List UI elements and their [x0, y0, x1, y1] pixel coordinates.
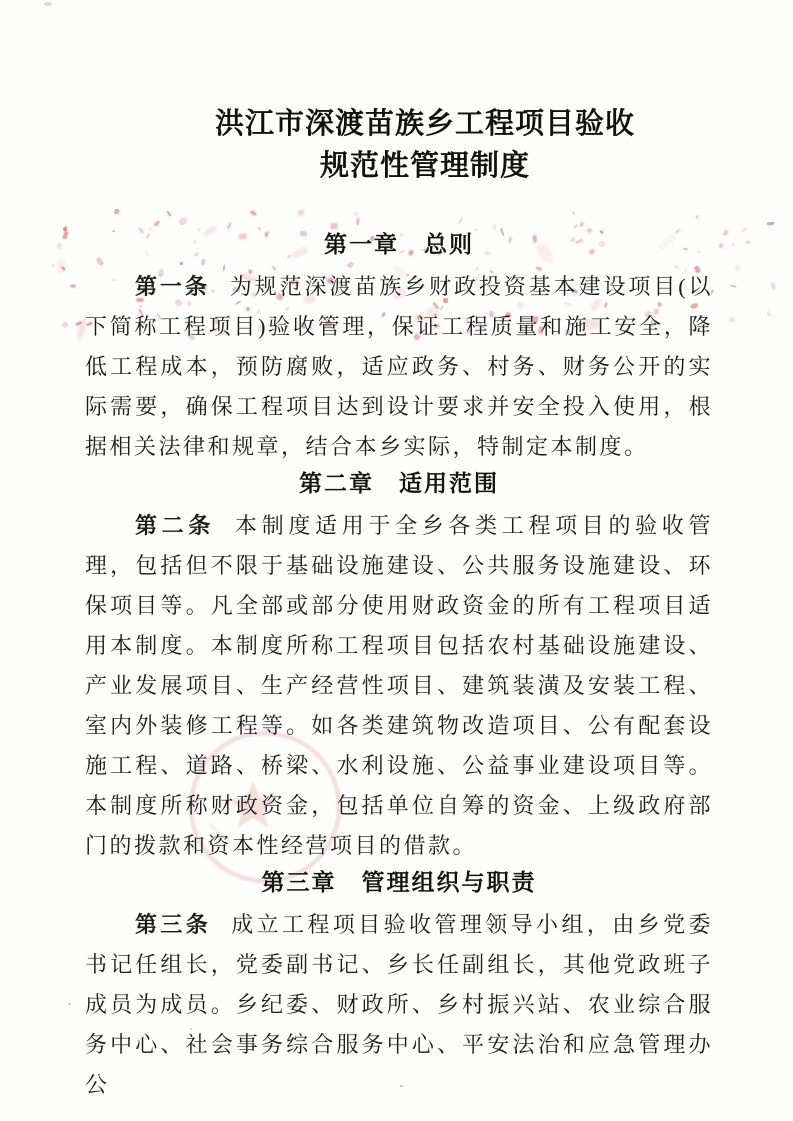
article-1-paragraph [85, 267, 713, 467]
article-3-label: 第三条 [135, 912, 212, 937]
chapter-2-heading: 第二章 适用范围 [299, 471, 499, 496]
document-body [85, 0, 713, 1105]
article-1-label: 第一条 [135, 274, 210, 299]
document-title [85, 0, 713, 187]
article-3-text: 成立工程项目验收管理领导小组，由乡党委书记任组长，党委副书记、乡长任副组长，其他党政班子成员为成员。乡纪委、财政所、乡村振兴站、农业综合服务中心、社会事务综合服务中心、平安法治和应急管理办公 [85, 912, 713, 1097]
scan-corner-artifact [44, 2, 52, 6]
scan-speck-artifact [68, 1003, 71, 1005]
document-title-line2: 规范性管理制度 [319, 150, 530, 182]
article-2-text: 本制度适用于全乡各类工程项目的验收管理，包括但不限于基础设施建设、公共服务设施建设、环保项目等。凡全部或部分使用财政资金的所有工程项目适用本制度。本制度所称工程项目包括农村基础设施建设、产业发展项目、生产经营性项目、建筑装潢及安装工程、室内外装修工程等。如各类建筑物改造项目、公有配套设施工程、道路、桥梁、水利设施、公益事业建设项目等。本制度所称财政资金，包括单位自筹的资金、上级政府部门的拨款和资本性经营项目的借款。 [85, 513, 713, 858]
article-1-text: 为规范深渡苗族乡财政投资基本建设项目(以下简称工程项目)验收管理，保证工程质量和施工安全，降低工程成本，预防腐败，适应政务、村务、财务公开的实际需要，确保工程项目达到设计要求并安全投入使用，根据相关法律和规章，结合本乡实际，特制定本制度。 [85, 274, 713, 459]
document-title-line1: 洪江市深渡苗族乡工程项目验收 [214, 108, 635, 140]
chapter-3-heading: 第三章 管理组织与职责 [261, 870, 537, 895]
scan-speck-artifact [190, 1028, 192, 1030]
article-2-paragraph [85, 506, 713, 866]
scan-speck-artifact [400, 1085, 403, 1087]
article-3-paragraph [85, 905, 713, 1105]
chapter-1-heading: 第一章 总则 [324, 232, 474, 257]
article-2-label: 第二条 [135, 513, 216, 538]
